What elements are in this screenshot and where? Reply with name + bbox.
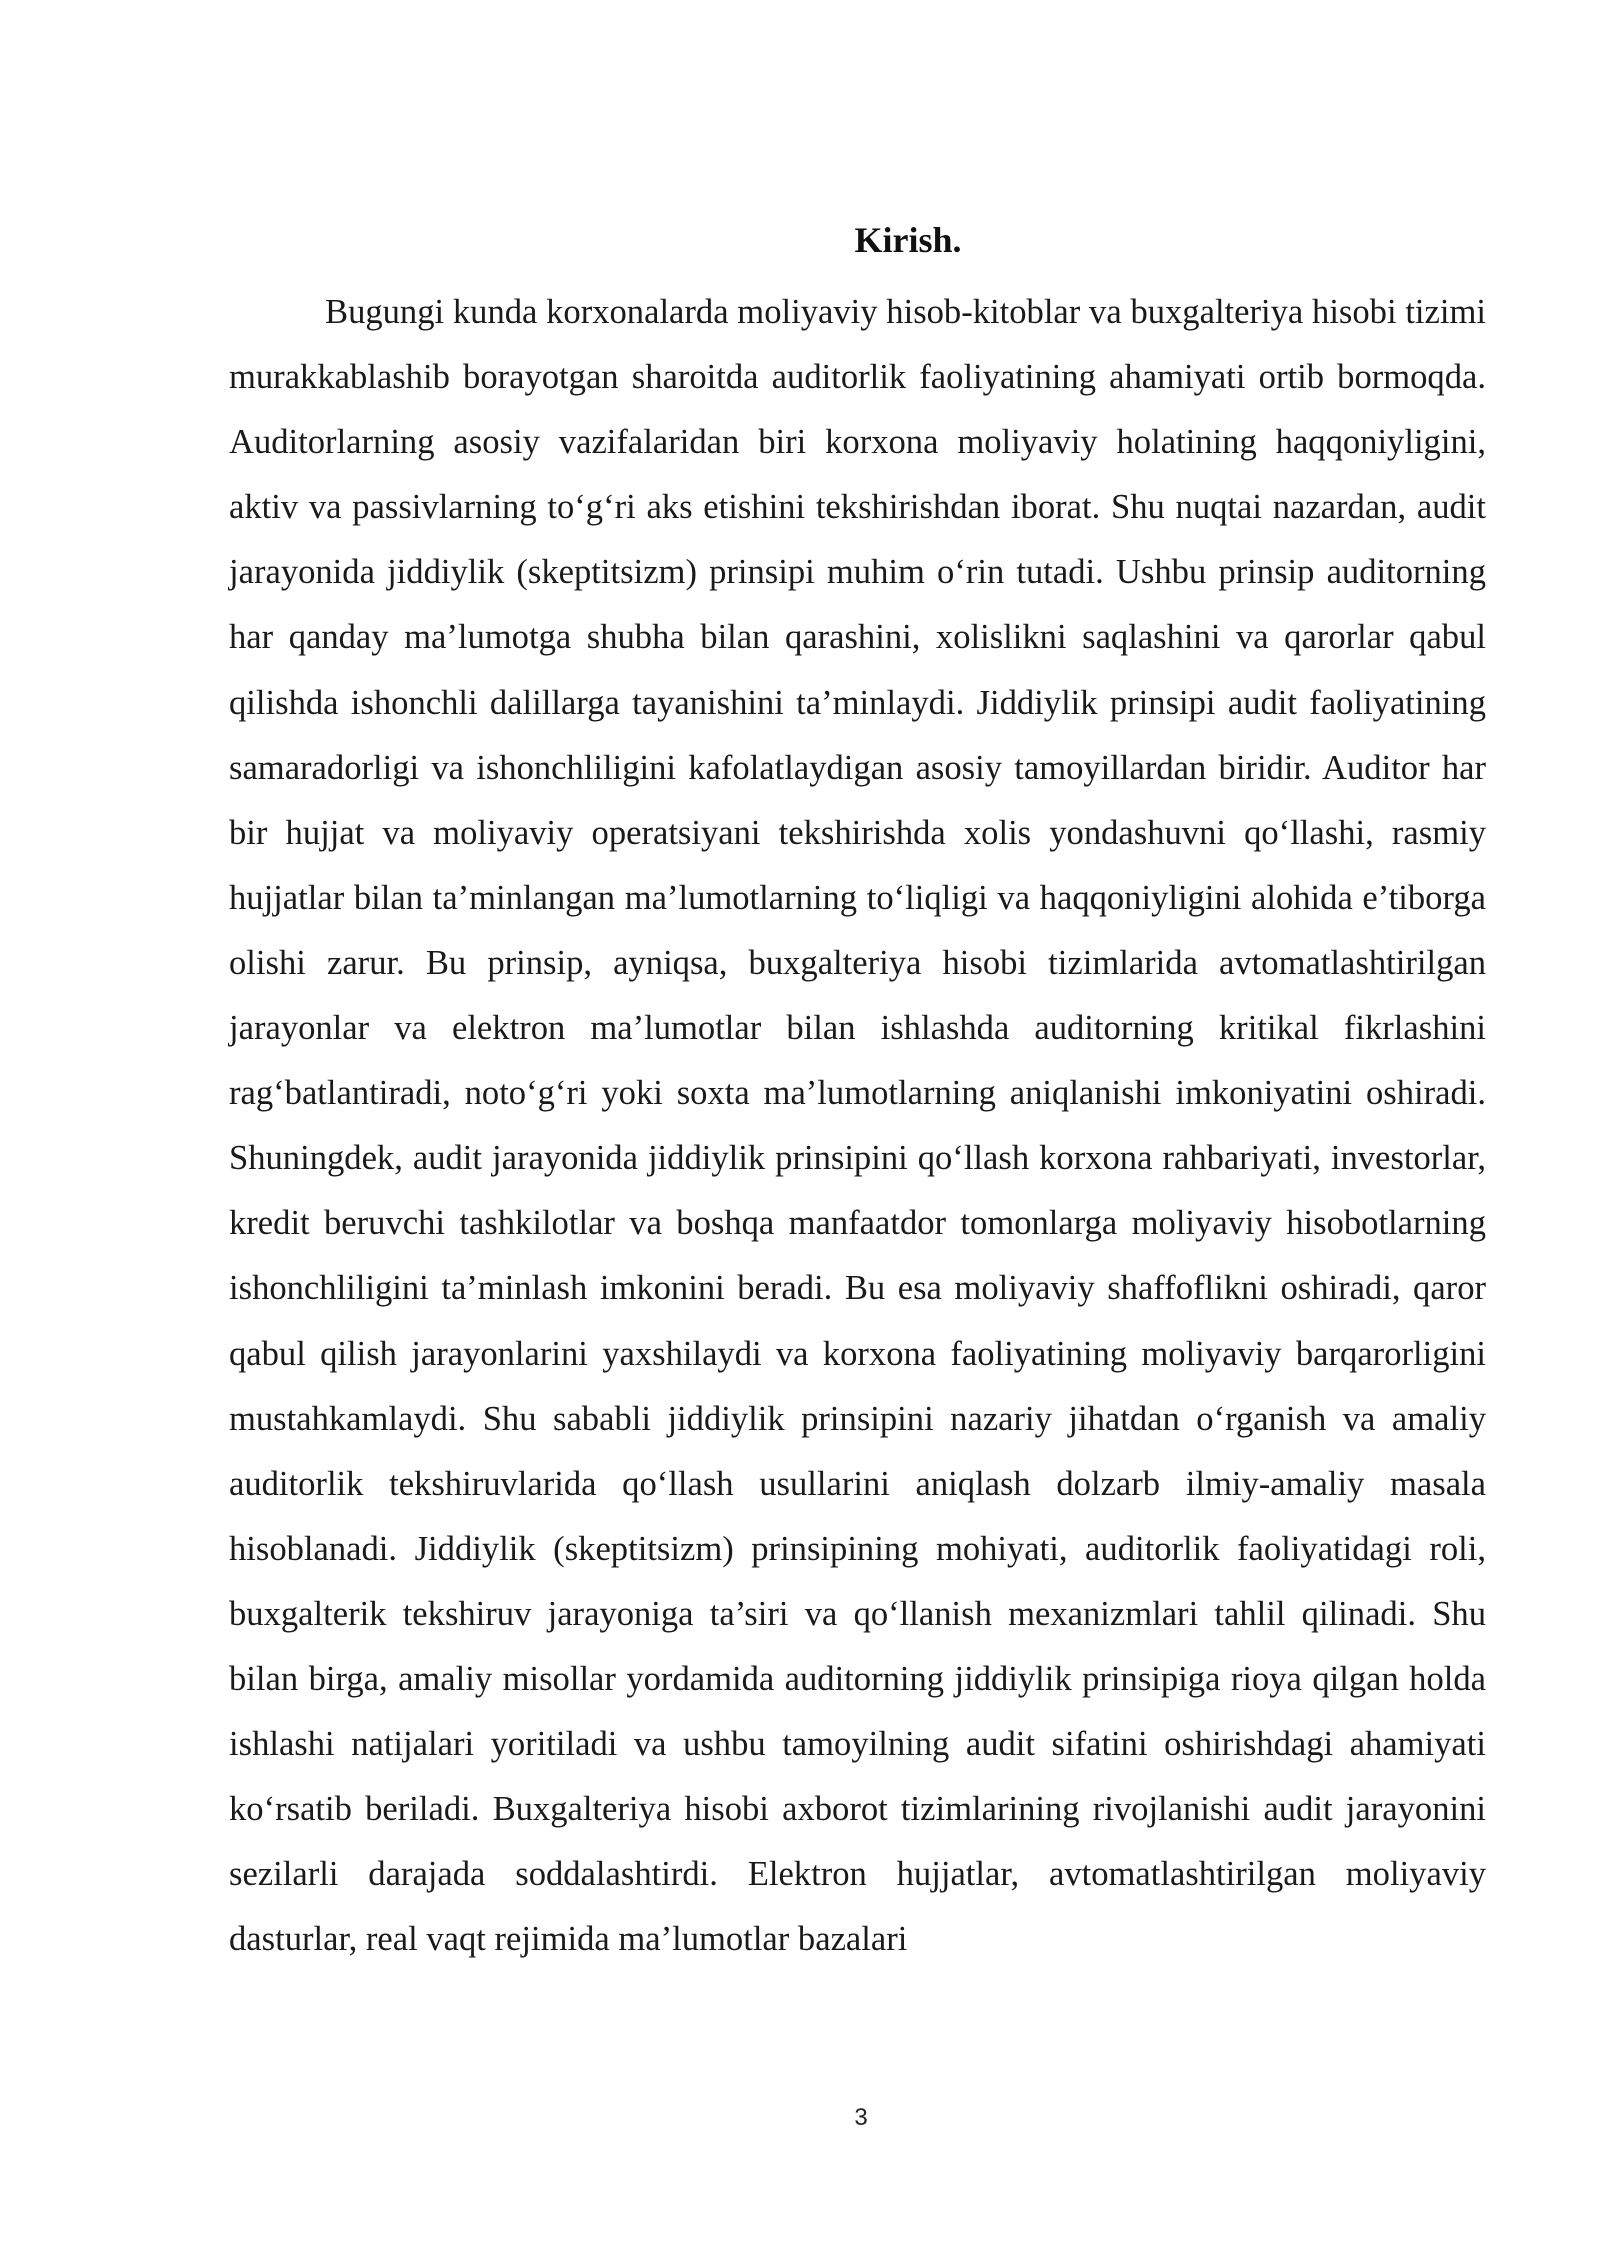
page-number: 3 bbox=[854, 2104, 868, 2131]
section-title: Kirish. bbox=[854, 220, 962, 260]
body-paragraph: Bugungi kunda korxonalarda moliyaviy hisob-kitoblar va buxgalteriya hisobi tizimi murakkablashib borayotgan sharoitda auditorlik faoliyatining ahamiyati ortib bormoqda. Auditorlarning asosiy vazifalaridan biri korxona moliyaviy holatining haqqoniyligini, aktiv va passivlarning to‘g‘ri aks etishini tekshirishdan iborat. Shu nuqtai nazardan, audit jarayonida jiddiylik (skeptitsizm) prinsipi muhim o‘rin tutadi. Ushbu prinsip auditorning har qanday ma’lumotga shubha bilan qarashini, xolislikni saqlashini va qarorlar qabul qilishda ishonchli dalillarga tayanishini ta’minlaydi. Jiddiylik prinsipi audit faoliyatining samaradorligi va ishonchliligini kafolatlaydigan asosiy tamoyillardan biridir. Auditor har bir hujjat va moliyaviy operatsiyani tekshirishda xolis yondashuvni qo‘llashi, rasmiy hujjatlar bilan ta’minlangan ma’lumotlarning to‘liqligi va haqqoniyligini alohida e’tiborga olishi zarur. Bu prinsip, ayniqsa, buxgalteriya hisobi tizimlarida avtomatlashtirilgan jarayonlar va elektron ma’lumotlar bilan ishlashda auditorning kritikal fikrlashini rag‘batlantiradi, noto‘g‘ri yoki soxta ma’lumotlarning aniqlanishi imkoniyatini oshiradi. Shuningdek, audit jarayonida jiddiylik prinsipini qo‘llash korxona rahbariyati, investorlar, kredit beruvchi tashkilotlar va boshqa manfaatdor tomonlarga moliyaviy hisobotlarning ishonchliligini ta’minlash imkonini beradi. Bu esa moliyaviy shaffoflikni oshiradi, qaror qabul qilish jarayonlarini yaxshilaydi va korxona faoliyatining moliyaviy barqarorligini mustahkamlaydi. Shu sababli jiddiylik prinsipini nazariy jihatdan o‘rganish va amaliy auditorlik tekshiruvlarida qo‘llash usullarini aniqlash dolzarb ilmiy-amaliy masala hisoblanadi. Jiddiylik (skeptitsizm) prinsipining mohiyati, auditorlik faoliyatidagi roli, buxgalterik tekshiruv jarayoniga ta’siri va qo‘llanish mexanizmlari tahlil qilinadi. Shu bilan birga, amaliy misollar yordamida auditorning jiddiylik prinsipiga rioya qilgan holda ishlashi natijalari yoritiladi va ushbu tamoyilning audit sifatini oshirishdagi ahamiyati ko‘rsatib beriladi. Buxgalteriya hisobi axborot tizimlarining rivojlanishi audit jarayonini sezilarli darajada soddalashtirdi. Elektron hujjatlar, avtomatlashtirilgan moliyaviy dasturlar, real vaqt rejimida ma’lumotlar bazalari bbox=[229, 293, 1486, 1959]
